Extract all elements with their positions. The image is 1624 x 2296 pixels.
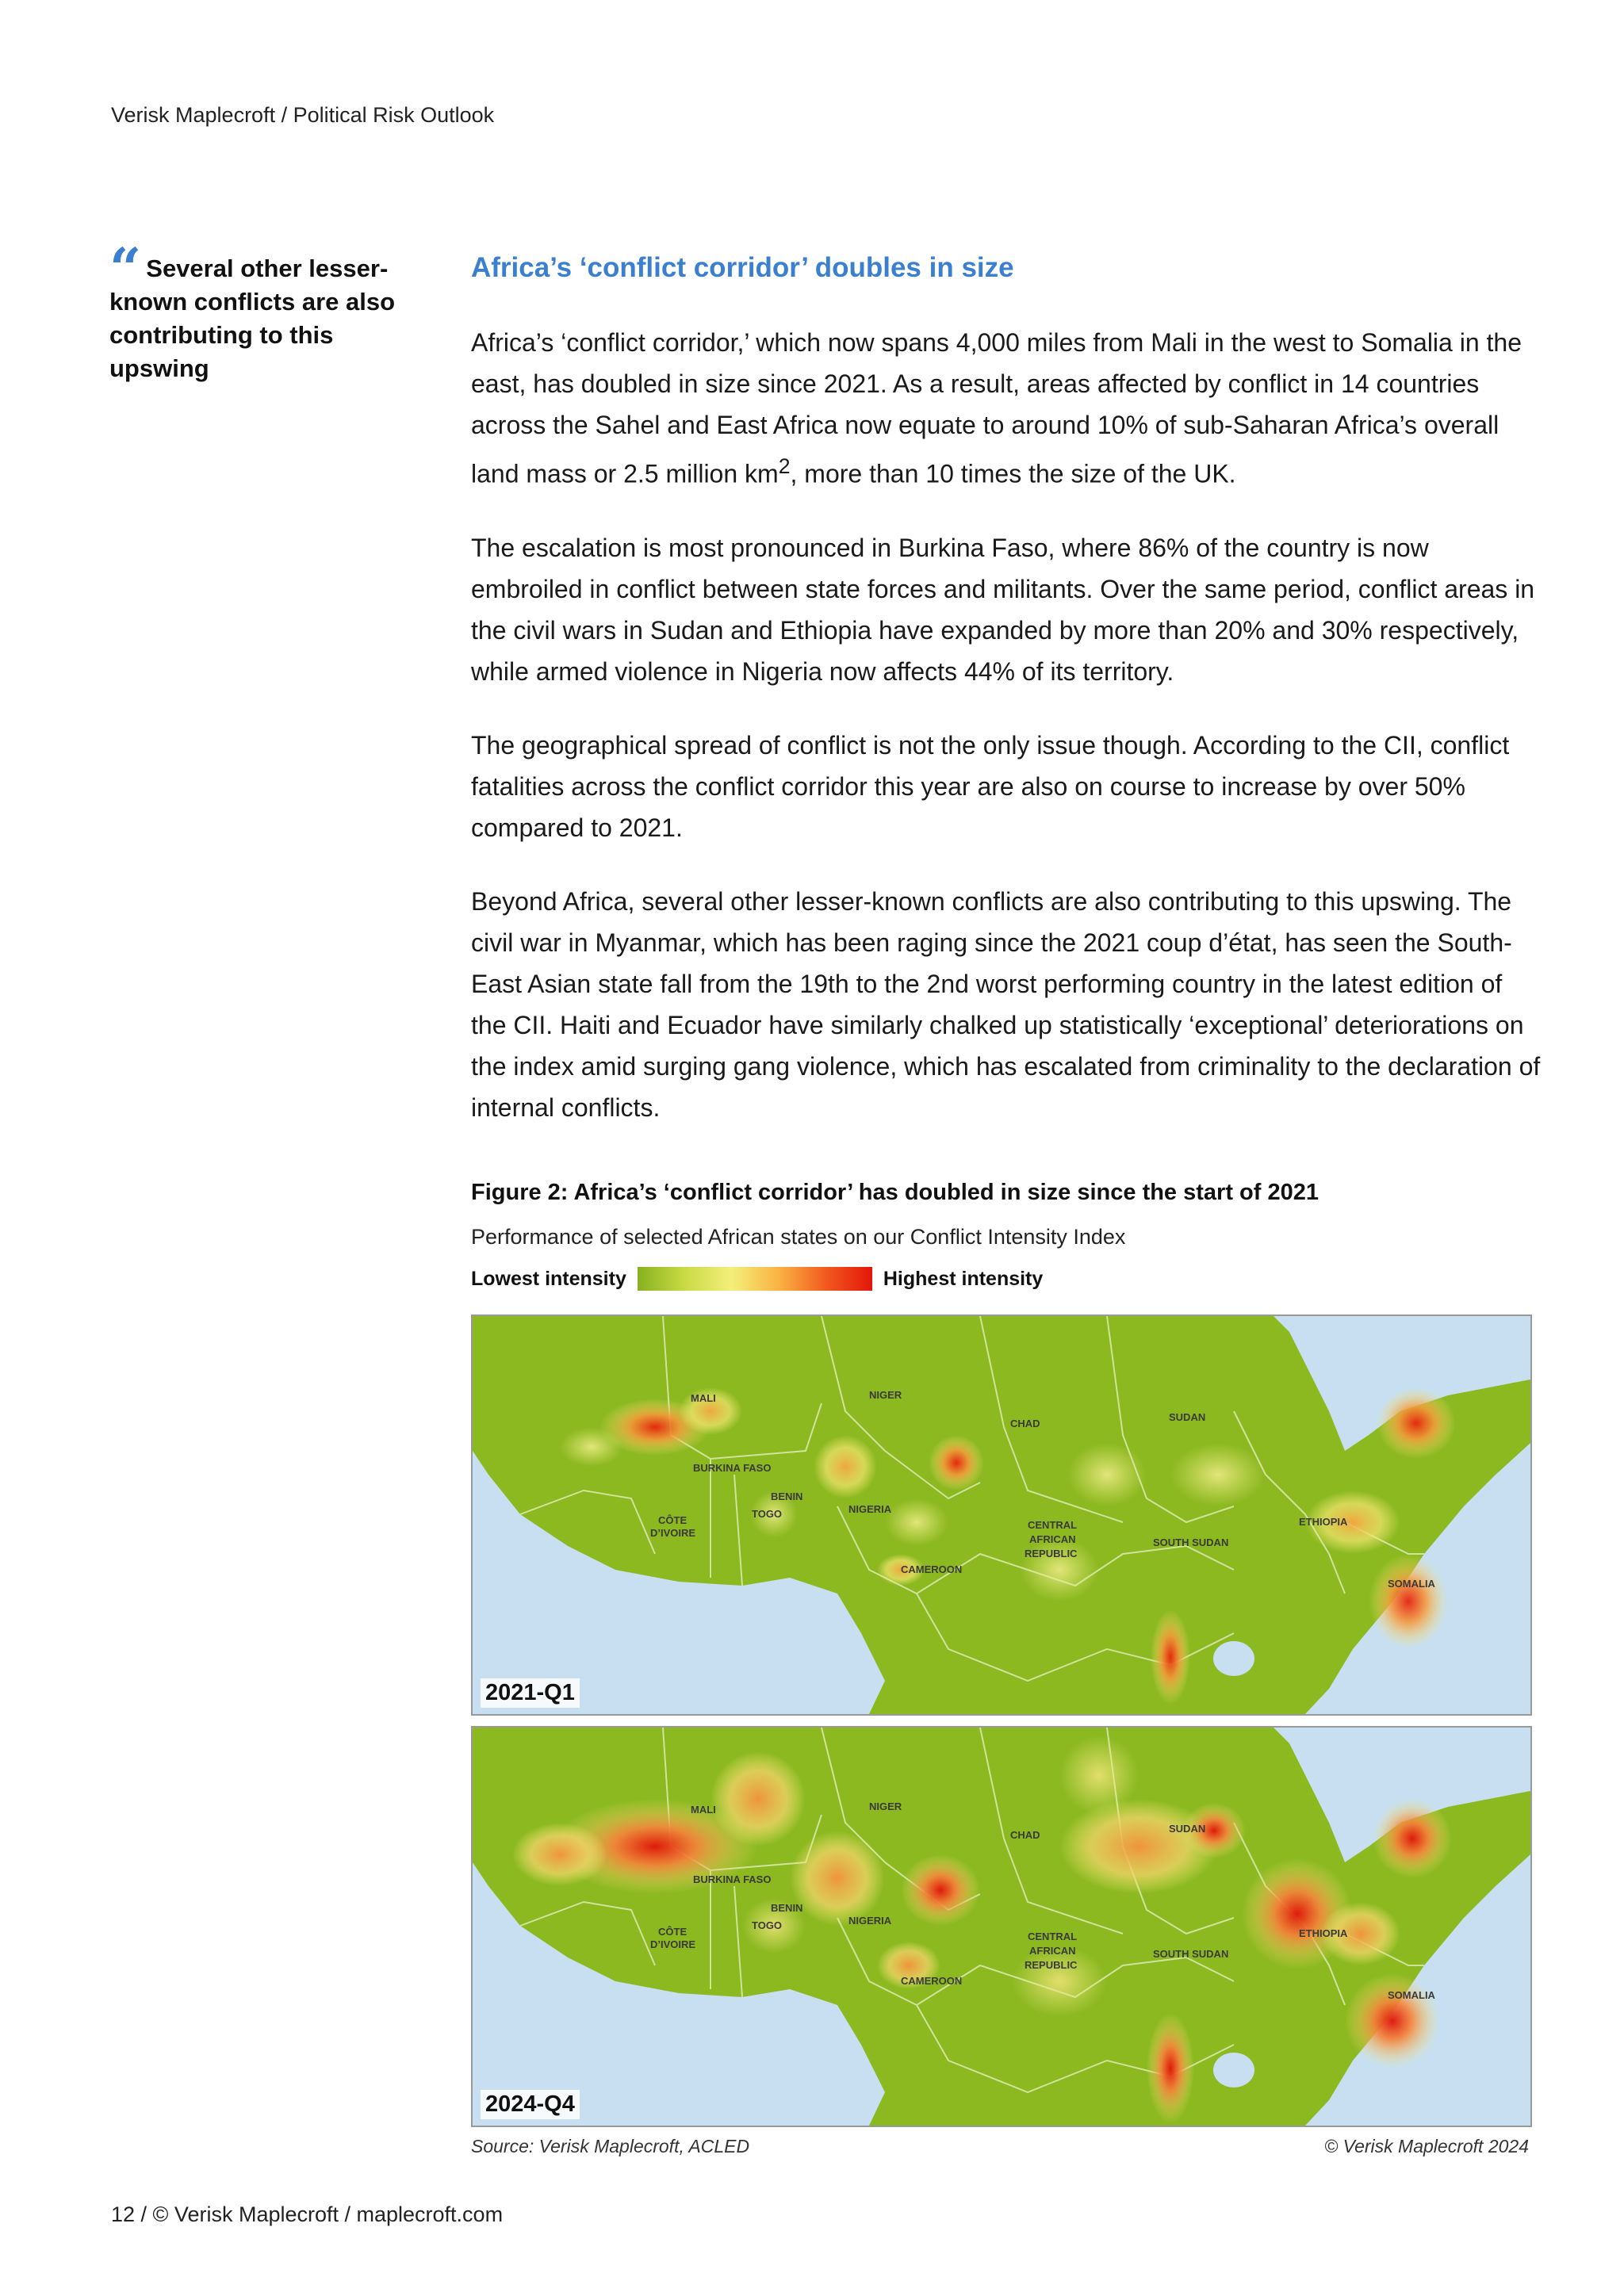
map-panel-2024	[471, 1726, 1532, 2127]
figure-copyright: © Verisk Maplecroft 2024	[1324, 2136, 1529, 2156]
label-niger: NIGER	[869, 1800, 902, 1812]
map-2024	[473, 1728, 1530, 2126]
legend-low-label: Lowest intensity	[471, 1267, 626, 1290]
label-benin: BENIN	[771, 1490, 803, 1502]
period-label: 2024-Q4	[481, 2090, 580, 2119]
label-car-1: CENTRAL	[1028, 1519, 1078, 1531]
page-footer: 12 / © Verisk Maplecroft / maplecroft.com	[111, 2202, 504, 2226]
label-nigeria: NIGERIA	[848, 1915, 892, 1927]
map-2021	[473, 1316, 1530, 1714]
map-panel-2021	[471, 1314, 1532, 1716]
legend-high-label: Highest intensity	[883, 1267, 1044, 1290]
label-cameroon: CAMEROON	[901, 1563, 963, 1575]
intensity-legend	[471, 1265, 1043, 1292]
label-burkina-faso: BURKINA FASO	[693, 1462, 772, 1474]
figure-title: Figure 2: Africa’s ‘conflict corridor’ has doubled in size since the start of 2021	[471, 1180, 1319, 1205]
label-togo: TOGO	[752, 1508, 783, 1520]
paragraph-1-end: , more than 10 times the size of the UK.	[790, 459, 1236, 488]
label-car-3: REPUBLIC	[1025, 1548, 1078, 1559]
period-label: 2021-Q1	[481, 1678, 580, 1708]
label-sudan: SUDAN	[1169, 1823, 1206, 1835]
label-burkina-faso: BURKINA FASO	[693, 1873, 772, 1885]
label-ethiopia: ETHIOPIA	[1299, 1927, 1348, 1939]
paragraph-4: Beyond Africa, several other lesser-known conflicts are also contributing to this upswing. The civil war in Myanmar, which has been raging since the 2021 coup d’état, has seen the South-East Asian state fall from the 19th to the 2nd worst performing country in the latest edition of the CII. Haiti and Ecuador have similarly chalked up statistically ‘exceptional’ deteriorations on the index amid surging gang violence, which has escalated from criminality to the declaration of internal conflicts.	[471, 886, 1541, 1122]
pull-quote	[109, 235, 403, 385]
label-somalia: SOMALIA	[1388, 1989, 1435, 2001]
label-niger: NIGER	[869, 1389, 902, 1401]
label-car-1: CENTRAL	[1028, 1931, 1078, 1942]
article-body	[471, 322, 1542, 1161]
running-header: Verisk Maplecroft / Political Risk Outlook	[111, 103, 495, 127]
label-mali: MALI	[691, 1392, 716, 1404]
label-divoire: D’IVOIRE	[650, 1938, 696, 1950]
pull-quote-text: Several other lesser-known conflicts are also contributing to this upswing	[109, 254, 396, 382]
quote-mark-icon: “	[109, 235, 142, 301]
figure-source: Source: Verisk Maplecroft, ACLED	[471, 2136, 750, 2156]
label-cote: CÔTE	[658, 1926, 688, 1938]
label-togo: TOGO	[752, 1919, 783, 1931]
paragraph-1-text: Africa’s ‘conflict corridor,’ which now spans 4,000 miles from Mali in the west to Somalia in the east, has doubled in size since 2021. As a result, areas affected by conflict in 14 countries across the Sahel and East Africa now equate to around 10% of sub-Saharan Africa’s overall land mass or 2.5 million km	[471, 328, 1522, 488]
label-mali: MALI	[691, 1804, 716, 1816]
label-car-2: AFRICAN	[1029, 1533, 1076, 1545]
lake-victoria	[1213, 2053, 1254, 2087]
paragraph-3: The geographical spread of conflict is not the only issue though. According to the CII, conflict fatalities across the conflict corridor this year are also on course to increase by over 50% compared to 2021.	[471, 730, 1510, 842]
article-heading: Africa’s ‘conflict corridor’ doubles in size	[471, 252, 1014, 283]
label-somalia: SOMALIA	[1388, 1578, 1435, 1590]
figure-subtitle: Performance of selected African states on our Conflict Intensity Index	[471, 1225, 1126, 1249]
label-nigeria: NIGERIA	[848, 1503, 892, 1515]
label-car-3: REPUBLIC	[1025, 1959, 1078, 1971]
label-benin: BENIN	[771, 1902, 803, 1914]
paragraph-2: The escalation is most pronounced in Burkina Faso, where 86% of the country is now embroiled in conflict between state forces and militants. Over the same period, conflict areas in the civil wars in Sudan and Ethiopia have expanded by more than 20% and 30% respectively, while armed violence in Nigeria now affects 44% of its territory.	[471, 533, 1535, 686]
label-chad: CHAD	[1010, 1418, 1040, 1429]
label-car-2: AFRICAN	[1029, 1945, 1076, 1957]
label-south-sudan: SOUTH SUDAN	[1153, 1536, 1229, 1548]
label-south-sudan: SOUTH SUDAN	[1153, 1948, 1229, 1960]
label-sudan: SUDAN	[1169, 1411, 1206, 1423]
legend-gradient-bar	[638, 1267, 872, 1291]
label-ethiopia: ETHIOPIA	[1299, 1516, 1348, 1528]
paragraph-1	[471, 322, 1542, 495]
superscript: 2	[778, 454, 791, 478]
label-divoire: D’IVOIRE	[650, 1527, 696, 1539]
lake-victoria	[1213, 1641, 1254, 1676]
label-cote: CÔTE	[658, 1514, 688, 1526]
label-cameroon: CAMEROON	[901, 1975, 963, 1987]
label-chad: CHAD	[1010, 1829, 1040, 1841]
